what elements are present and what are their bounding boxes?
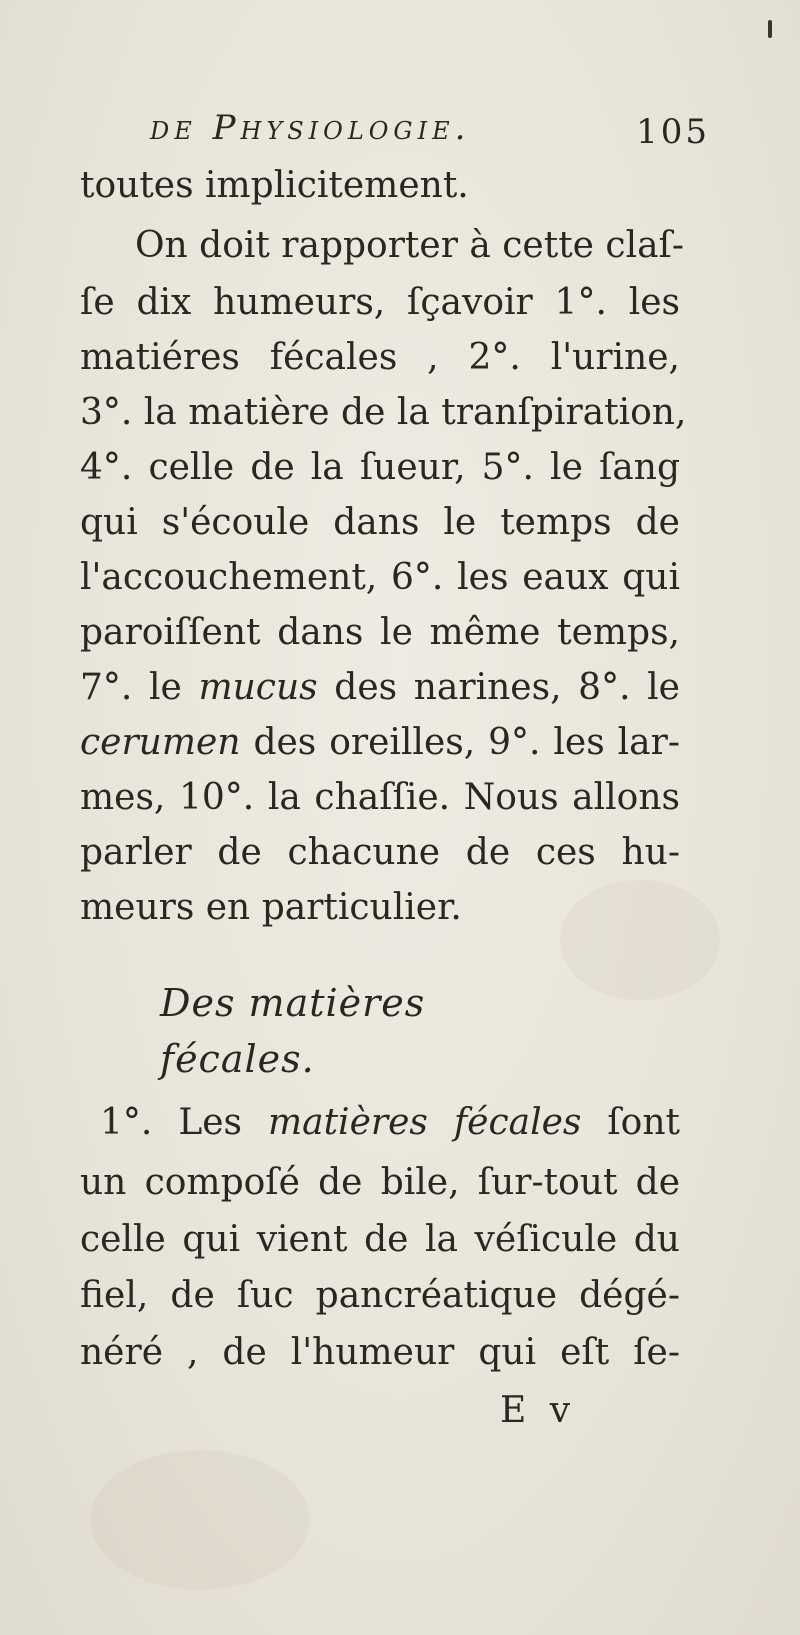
italic-term-matieres-fecales: matières fécales [267,1102,582,1143]
text-line: meurs en particulier. [80,887,462,928]
text-segment: ſont [581,1102,680,1143]
text-segment: des oreilles, 9°. les lar- [240,722,680,763]
signature-mark: E v [500,1390,577,1431]
text-segment: 7°. le [80,667,199,708]
text-line: 4°. celle de la ſueur, 5°. le ſang [80,447,680,488]
italic-term-mucus: mucus [198,667,318,708]
text-line: celle qui vient de la véſicule du [80,1219,680,1260]
text-line: qui s'écoule dans le temps de [80,502,680,543]
text-line: parler de chacune de ces hu- [80,832,680,873]
running-head [150,108,710,156]
text-line: mes, 10°. la chaſſie. Nous allons [80,777,680,818]
text-line: toutes implicitement. [80,165,469,206]
text-line: paroiſſent dans le même temps, [80,612,680,653]
page-number: 105 [636,112,710,152]
text-line: ſe dix humeurs, ſçavoir 1°. les [80,282,680,323]
text-line: matiéres fécales , 2°. l'urine, [80,337,680,378]
text-segment: 1°. Les [100,1102,268,1143]
text-line: l'accouchement, 6°. les eaux qui [80,557,680,598]
paper-stain [560,880,720,1000]
text-line: On doit rapporter à cette claſ- [135,225,685,266]
text-line [80,660,680,716]
running-head-title: de Physiologie. [150,108,471,148]
text-line: néré , de l'humeur qui eſt ſe- [80,1332,680,1373]
text-line [100,1095,680,1151]
text-line: 3°. la matière de la tranſpiration, [80,392,687,433]
text-segment: des narines, 8°. le [317,667,680,708]
text-line [80,715,680,771]
text-line: un compoſé de bile, ſur-tout de [80,1162,680,1203]
paper-stain [90,1450,310,1590]
section-heading: Des matières fécales. [160,981,426,1081]
italic-term-cerumen: cerumen [80,722,241,763]
text-line: fiel, de ſuc pancréatique dégé- [80,1275,680,1316]
page-edge-mark [768,20,772,38]
